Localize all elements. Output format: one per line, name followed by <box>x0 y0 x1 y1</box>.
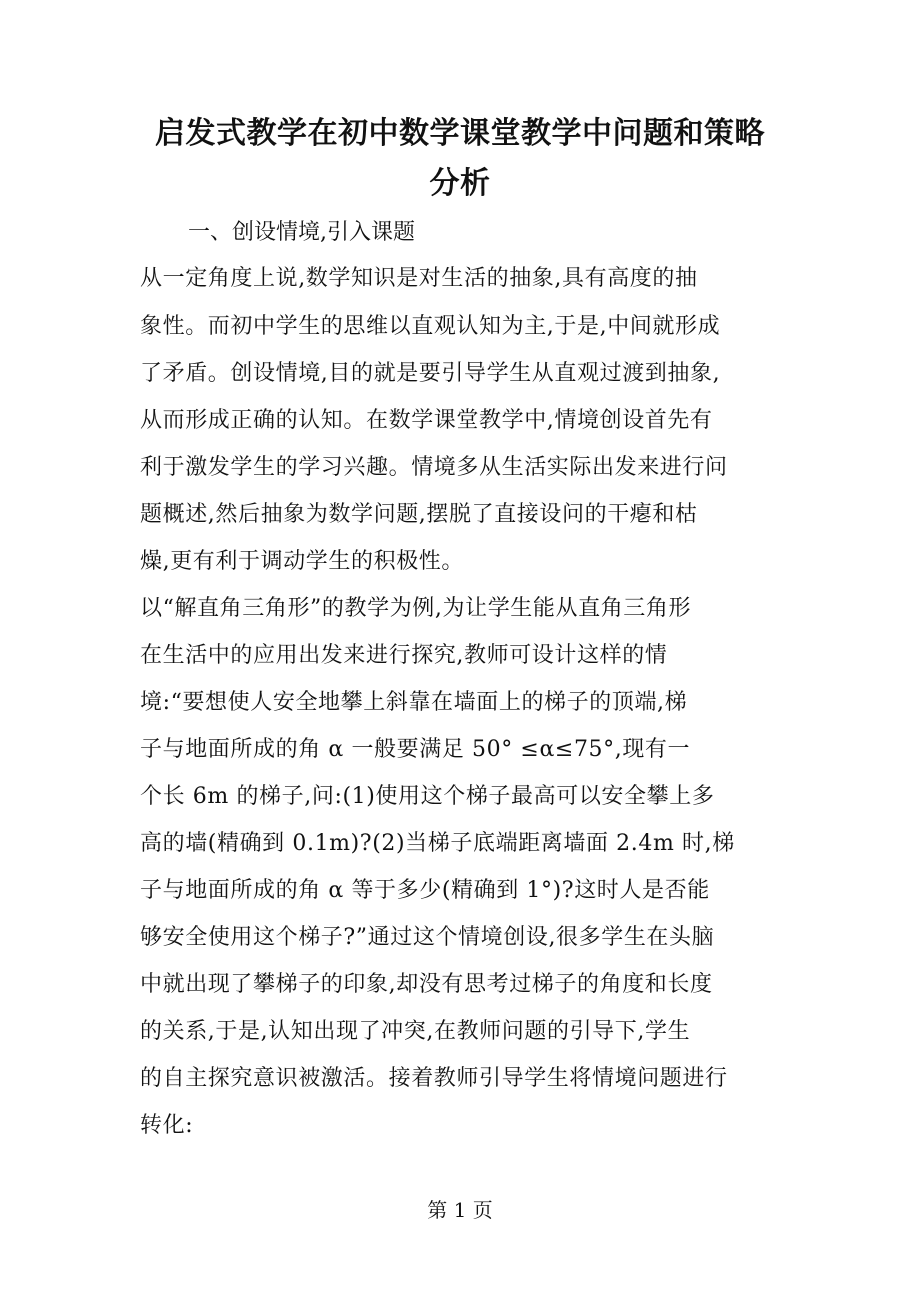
document-title-line-2: 分析 <box>429 166 491 201</box>
body-line: 燥,更有利于调动学生的积极性。 <box>140 549 464 574</box>
body-line: 子与地面所成的角 α 等于多少(精确到 1°)?这时人是否能 <box>140 878 710 903</box>
body-line: 子与地面所成的角 α 一般要满足 50° ≤α≤75°,现有一 <box>140 737 691 762</box>
body-line: 象性。而初中学生的思维以直观认知为主,于是,中间就形成 <box>140 314 721 339</box>
body-line: 中就出现了攀梯子的印象,却没有思考过梯子的角度和长度 <box>140 972 713 997</box>
body-line: 题概述,然后抽象为数学问题,摆脱了直接设问的干瘪和枯 <box>140 502 698 527</box>
page-number-footer: 第 1 页 <box>427 1198 493 1222</box>
document-title-line-1: 启发式教学在初中数学课堂教学中问题和策略 <box>155 116 765 151</box>
body-line: 利于激发学生的学习兴趣。情境多从生活实际出发来进行问 <box>140 455 728 480</box>
body-line: 在生活中的应用出发来进行探究,教师可设计这样的情 <box>140 643 668 668</box>
section-heading: 一、创设情境,引入课题 <box>188 220 415 245</box>
body-line: 了矛盾。创设情境,目的就是要引导学生从直观过渡到抽象, <box>140 361 721 386</box>
body-line: 高的墙(精确到 0.1m)?(2)当梯子底端距离墙面 2.4m 时,梯 <box>140 831 735 856</box>
body-line: 从一定角度上说,数学知识是对生活的抽象,具有高度的抽 <box>140 266 698 291</box>
body-line: 以“解直角三角形”的教学为例,为让学生能从直角三角形 <box>140 596 692 621</box>
body-line: 从而形成正确的认知。在数学课堂教学中,情境创设首先有 <box>140 408 713 433</box>
body-line: 境:“要想使人安全地攀上斜靠在墙面上的梯子的顶端,梯 <box>140 690 688 715</box>
body-line: 转化: <box>140 1113 194 1138</box>
body-line: 的自主探究意识被激活。接着教师引导学生将情境问题进行 <box>140 1066 728 1091</box>
body-line: 个长 6m 的梯子,问:(1)使用这个梯子最高可以安全攀上多 <box>140 784 715 809</box>
body-line: 够安全使用这个梯子?”通过这个情境创设,很多学生在头脑 <box>140 925 715 950</box>
body-line: 的关系,于是,认知出现了冲突,在教师问题的引导下,学生 <box>140 1019 691 1044</box>
